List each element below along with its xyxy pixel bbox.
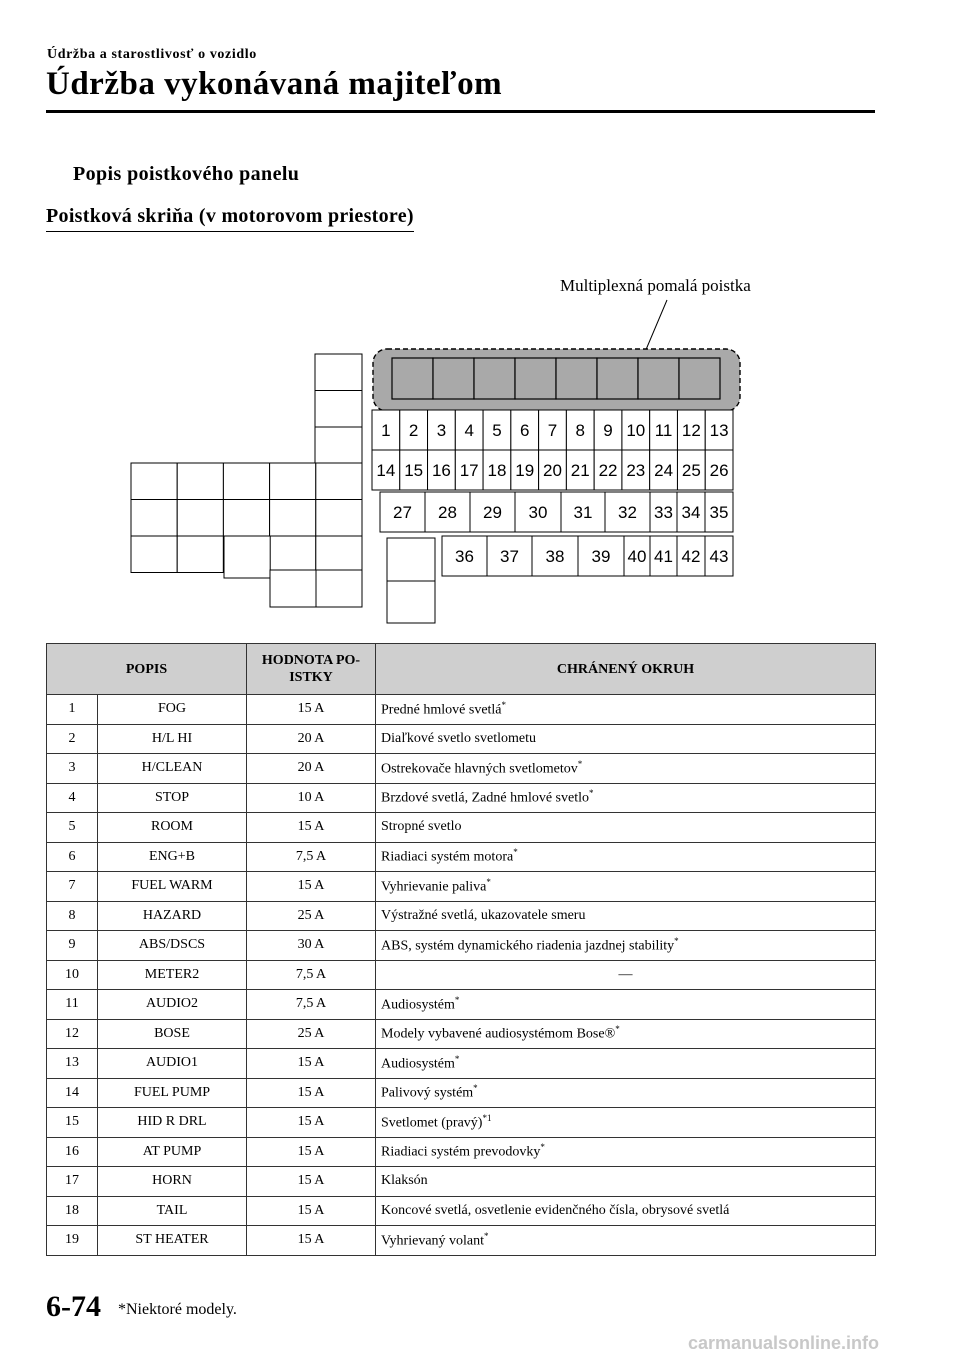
section-label: Údržba a starostlivosť o vozidlo <box>47 47 257 62</box>
cell-rating: 15 A <box>247 872 376 902</box>
subtitle: Popis poistkového panelu <box>73 163 300 185</box>
fuse-number: 10 <box>626 421 646 440</box>
cell-number: 9 <box>47 931 98 961</box>
footnote-marker: * <box>486 876 491 887</box>
cell-description: HID R DRL <box>98 1108 247 1138</box>
circuit-text: Audiosystém <box>381 997 455 1013</box>
page-number: 6-74 <box>46 1290 101 1323</box>
footnote-marker: * <box>615 1024 620 1035</box>
cell-description: H/L HI <box>98 724 247 754</box>
cell-description: ST HEATER <box>98 1226 247 1256</box>
cell-description: BOSE <box>98 1019 247 1049</box>
relay-cell <box>270 463 316 500</box>
circuit-text: Výstražné svetlá, ukazovatele smeru <box>381 907 586 923</box>
table-row <box>47 1167 876 1197</box>
page-title: Údržba vykonávaná majiteľom <box>46 66 503 102</box>
cell-description: ROOM <box>98 813 247 843</box>
cell-number: 12 <box>47 1019 98 1049</box>
fuse-number: 17 <box>459 461 479 480</box>
footnote-marker: * <box>577 758 583 769</box>
table-row <box>47 960 876 990</box>
fuse-number: 31 <box>573 503 593 522</box>
cell-circuit <box>376 754 876 784</box>
fuse-number: 42 <box>681 547 701 566</box>
footnote-marker: * <box>501 699 507 710</box>
cell-number: 18 <box>47 1196 98 1226</box>
cell-number: 13 <box>47 1049 98 1079</box>
cell-circuit <box>376 931 876 961</box>
fuse-number: 35 <box>709 503 729 522</box>
cell-rating: 15 A <box>247 1108 376 1138</box>
cell-description: H/CLEAN <box>98 754 247 784</box>
relay-cell <box>270 536 316 573</box>
cell-description: TAIL <box>98 1196 247 1226</box>
table-row <box>47 813 876 843</box>
cell-rating: 25 A <box>247 901 376 931</box>
table-row <box>47 1108 876 1138</box>
cell-number: 11 <box>47 990 98 1020</box>
table-row <box>47 872 876 902</box>
cell-number: 7 <box>47 872 98 902</box>
cell-number: 14 <box>47 1078 98 1108</box>
cell-number: 16 <box>47 1137 98 1167</box>
cell-circuit <box>376 1137 876 1167</box>
table-row <box>47 931 876 961</box>
multiplex-fuse-cell <box>392 358 433 399</box>
fuse-number: 40 <box>627 547 647 566</box>
footnote-marker: * <box>540 1142 545 1153</box>
relay-cell <box>315 427 362 464</box>
cell-circuit <box>376 901 876 931</box>
relay-cell <box>270 570 316 607</box>
footnote-marker: *1 <box>482 1112 492 1123</box>
cell-rating: 15 A <box>247 1167 376 1197</box>
relay-cell <box>316 570 362 607</box>
fuse-number: 41 <box>654 547 673 566</box>
fuse-number: 11 <box>654 421 673 440</box>
multiplex-fuse-cell <box>556 358 597 399</box>
cell-description: HAZARD <box>98 901 247 931</box>
fuse-number: 39 <box>591 547 611 566</box>
multiplex-fuse-cell <box>597 358 638 399</box>
cell-number: 19 <box>47 1226 98 1256</box>
cell-circuit <box>376 990 876 1020</box>
cell-description: HORN <box>98 1167 247 1197</box>
cell-circuit <box>376 783 876 813</box>
fuse-number: 22 <box>598 461 618 480</box>
cell-description: METER2 <box>98 960 247 990</box>
circuit-text: Riadiaci systém motora <box>381 850 514 866</box>
multiplex-fuse-cells <box>392 358 720 399</box>
cell-circuit <box>376 724 876 754</box>
fuse-number: 28 <box>438 503 457 522</box>
cell-circuit <box>376 1167 876 1197</box>
relay-cell <box>223 463 269 500</box>
fuse-number: 19 <box>515 461 535 480</box>
cell-number: 8 <box>47 901 98 931</box>
fuse-number: 15 <box>404 461 424 480</box>
cell-number: 6 <box>47 842 98 872</box>
cell-circuit <box>376 1019 876 1049</box>
relay-cell <box>315 354 362 391</box>
header-okruh: CHRÁNENÝ OKRUH <box>376 644 876 695</box>
fuse-number: 18 <box>487 461 507 480</box>
cell-rating: 15 A <box>247 813 376 843</box>
watermark: carmanualsonline.info <box>688 1333 880 1353</box>
circuit-text: Svetlomet (pravý) <box>381 1115 483 1131</box>
fuse-number: 13 <box>709 421 729 440</box>
callout-label: Multiplexná pomalá poistka <box>560 276 751 295</box>
table-row <box>47 1137 876 1167</box>
cell-number: 4 <box>47 783 98 813</box>
fuse-table <box>46 643 876 1256</box>
cell-rating: 10 A <box>247 783 376 813</box>
cell-rating: 7,5 A <box>247 990 376 1020</box>
circuit-text: Koncové svetlá, osvetlenie evidenčného čísla, obrysové svetlá <box>381 1202 730 1218</box>
circuit-text: Audiosystém <box>381 1056 455 1072</box>
circuit-text: ABS, systém dynamického riadenia jazdnej stability <box>381 938 675 954</box>
cell-number: 2 <box>47 724 98 754</box>
table-header-row <box>47 644 876 695</box>
circuit-text: Ostrekovače hlavných svetlometov <box>381 761 578 777</box>
table-row <box>47 724 876 754</box>
footnote-marker: * <box>674 935 679 946</box>
fuse-number: 21 <box>570 461 590 480</box>
footnote-marker: * <box>454 1053 460 1064</box>
fuse-number: 43 <box>709 547 729 566</box>
cell-circuit <box>376 1078 876 1108</box>
relay-cell <box>315 391 362 428</box>
circuit-text: Riadiaci systém prevodovky <box>381 1145 541 1161</box>
fuse-number: 26 <box>709 461 729 480</box>
table-row <box>47 754 876 784</box>
cell-description: AUDIO2 <box>98 990 247 1020</box>
cell-description: FOG <box>98 695 247 725</box>
cell-description: ENG+B <box>98 842 247 872</box>
relay-cell <box>387 538 435 581</box>
fuse-number: 25 <box>681 461 701 480</box>
fuse-number: 27 <box>393 503 412 522</box>
relay-cell <box>316 463 362 500</box>
fuse-number: 12 <box>681 421 701 440</box>
cell-circuit <box>376 1108 876 1138</box>
relay-cell <box>131 536 177 573</box>
cell-description: AT PUMP <box>98 1137 247 1167</box>
cell-number: 10 <box>47 960 98 990</box>
fuse-number: 14 <box>376 461 396 480</box>
relay-cell <box>316 500 362 537</box>
fuse-number: 1 <box>381 421 391 440</box>
fuse-number: 24 <box>654 461 674 480</box>
footnote-marker: * <box>513 847 518 858</box>
fuse-number: 4 <box>464 421 474 440</box>
cell-rating: 15 A <box>247 695 376 725</box>
cell-rating: 15 A <box>247 1226 376 1256</box>
relay-cell <box>177 500 223 537</box>
fuse-number: 5 <box>492 421 502 440</box>
fuse-number: 2 <box>408 421 419 440</box>
fuse-number: 8 <box>575 421 586 440</box>
multiplex-fuse-cell <box>474 358 515 399</box>
footnote-marker: * <box>589 788 594 799</box>
circuit-text: Modely vybavené audiosystémom Bose® <box>381 1027 616 1043</box>
cell-rating: 15 A <box>247 1137 376 1167</box>
footnote: *Niektoré modely. <box>118 1301 237 1318</box>
table-row <box>47 1226 876 1256</box>
relay-cell <box>177 463 223 500</box>
footnote-marker: * <box>484 1230 489 1241</box>
fuse-number: 32 <box>618 503 637 522</box>
cell-description: STOP <box>98 783 247 813</box>
fuse-number: 6 <box>519 421 530 440</box>
fuse-number: 33 <box>654 503 673 522</box>
fuse-number: 36 <box>455 547 474 566</box>
relay-cell <box>223 500 269 537</box>
circuit-text: Vyhrievanie paliva <box>381 879 487 895</box>
title-divider <box>46 110 875 113</box>
multiplex-fuse-cell <box>638 358 679 399</box>
cell-description: FUEL WARM <box>98 872 247 902</box>
cell-number: 3 <box>47 754 98 784</box>
table-row <box>47 695 876 725</box>
circuit-text: Klaksón <box>381 1173 428 1189</box>
table-row <box>47 1196 876 1226</box>
cell-number: 17 <box>47 1167 98 1197</box>
table-row <box>47 842 876 872</box>
cell-description: ABS/DSCS <box>98 931 247 961</box>
footnote-marker: * <box>454 994 460 1005</box>
fuse-number: 7 <box>547 421 558 440</box>
fusebox-heading: Poistková skriňa (v motorovom priestore) <box>46 205 414 232</box>
relay-cell <box>131 463 177 500</box>
footnote-marker: * <box>473 1083 478 1094</box>
cell-rating: 15 A <box>247 1078 376 1108</box>
cell-circuit <box>376 872 876 902</box>
relay-cell <box>177 536 223 573</box>
cell-rating: 20 A <box>247 724 376 754</box>
cell-description: FUEL PUMP <box>98 1078 247 1108</box>
cell-rating: 7,5 A <box>247 960 376 990</box>
cell-rating: 20 A <box>247 754 376 784</box>
relay-cell <box>316 536 362 573</box>
cell-rating: 25 A <box>247 1019 376 1049</box>
circuit-text: Palivový systém <box>381 1086 474 1102</box>
cell-circuit <box>376 960 876 990</box>
fuse-number: 29 <box>483 503 502 522</box>
cell-circuit <box>376 1196 876 1226</box>
header-hodnota: HODNOTA PO- ISTKY <box>247 644 376 695</box>
circuit-text: Vyhrievaný volant <box>381 1233 485 1249</box>
fuse-number: 3 <box>436 421 447 440</box>
table-row <box>47 901 876 931</box>
fuse-number: 23 <box>626 461 646 480</box>
fuse-number: 16 <box>431 461 451 480</box>
cell-description: AUDIO1 <box>98 1049 247 1079</box>
cell-number: 15 <box>47 1108 98 1138</box>
table-row <box>47 1019 876 1049</box>
multiplex-fuse-cell <box>679 358 720 399</box>
relay-cell <box>387 581 435 623</box>
circuit-text: Predné hmlové svetlá <box>381 702 502 718</box>
fuse-number: 20 <box>543 461 562 480</box>
fuse-number: 34 <box>681 503 701 522</box>
cell-number: 5 <box>47 813 98 843</box>
header-popis: POPIS <box>47 644 247 695</box>
relay-cell <box>131 500 177 537</box>
cell-circuit <box>376 842 876 872</box>
cell-circuit <box>376 1226 876 1256</box>
circuit-text: — <box>618 966 633 982</box>
cell-circuit <box>376 1049 876 1079</box>
fuse-number: 9 <box>603 421 613 440</box>
cell-circuit <box>376 695 876 725</box>
fuse-panel-diagram <box>0 260 960 640</box>
callout-line <box>645 300 667 352</box>
cell-rating: 30 A <box>247 931 376 961</box>
cell-number: 1 <box>47 695 98 725</box>
circuit-text: Brzdové svetlá, Zadné hmlové svetlo <box>381 791 589 807</box>
fuse-number: 30 <box>528 503 548 522</box>
fuse-number: 37 <box>500 547 519 566</box>
relay-cell <box>270 500 316 537</box>
cell-rating: 15 A <box>247 1049 376 1079</box>
cell-rating: 7,5 A <box>247 842 376 872</box>
table-row <box>47 1049 876 1079</box>
table-row <box>47 783 876 813</box>
table-row <box>47 1078 876 1108</box>
multiplex-fuse-cell <box>433 358 474 399</box>
circuit-text: Stropné svetlo <box>381 819 462 835</box>
cell-rating: 15 A <box>247 1196 376 1226</box>
table-row <box>47 990 876 1020</box>
cell-circuit <box>376 813 876 843</box>
fuse-number: 38 <box>545 547 565 566</box>
multiplex-fuse-cell <box>515 358 556 399</box>
relay-cell <box>224 536 270 578</box>
circuit-text: Diaľkové svetlo svetlometu <box>381 730 536 746</box>
